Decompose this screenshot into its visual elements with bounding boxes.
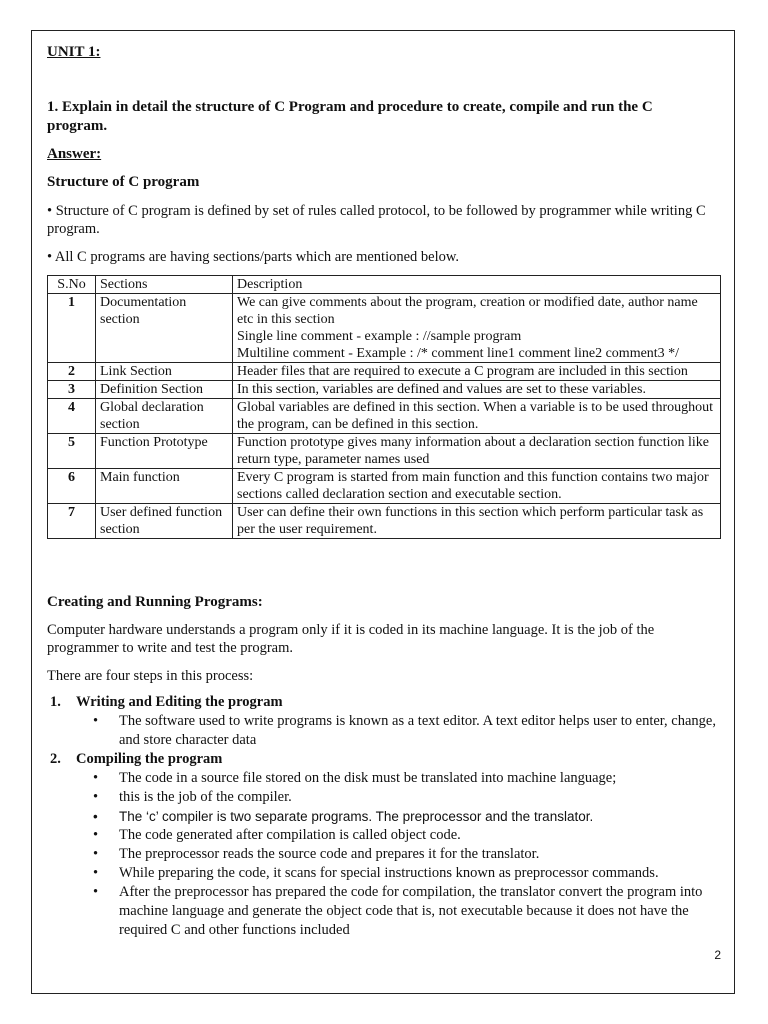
row-number: 6 — [48, 469, 96, 504]
row-description — [233, 294, 721, 363]
description-line: Every C program is started from main function and this function contains two major sections called declaration section and executable section. — [237, 470, 709, 502]
row-number: 4 — [48, 399, 96, 434]
description-line: We can give comments about the program, creation or modified date, author name etc in this section — [237, 295, 698, 327]
steps-intro: There are four steps in this process: — [47, 668, 254, 684]
bullet-item: • The code generated after compilation is called object code. — [119, 826, 727, 845]
row-description — [233, 363, 721, 381]
table-row — [48, 434, 721, 469]
table-row — [48, 504, 721, 539]
row-description — [233, 434, 721, 469]
answer-label: Answer: — [47, 146, 102, 162]
bullet-item: • this is the job of the compiler. — [119, 788, 727, 807]
bullet-item: • After the preprocessor has prepared the code for compilation, the translator convert the program into machine language and generate the object code that is, not executable because it does not have the required C and other functions included — [119, 883, 727, 940]
creating-paragraph: Computer hardware understands a program only if it is coded in its machine language. It is the job of the programmer to write and test the program. — [47, 622, 655, 656]
table-row — [48, 363, 721, 381]
step-bullets — [47, 769, 727, 940]
step-number: 1. — [50, 694, 61, 710]
description-line: Header files that are required to execute a C program are included in this section — [237, 364, 688, 379]
bullet-item: • The code in a source file stored on the disk must be translated into machine language; — [119, 769, 727, 788]
row-section: Main function — [96, 469, 233, 504]
bullet-item: • The ‘c’ compiler is two separate programs. The preprocessor and the translator. — [119, 807, 727, 826]
row-number: 1 — [48, 294, 96, 363]
row-number: 5 — [48, 434, 96, 469]
step-number: 2. — [50, 751, 61, 767]
structure-point-2: • All C programs are having sections/parts which are mentioned below. — [47, 249, 460, 265]
row-section: User defined function section — [96, 504, 233, 539]
structure-point-1: • Structure of C program is defined by set of rules called protocol, to be followed by programmer while writing C program. — [47, 203, 706, 237]
table-row — [48, 469, 721, 504]
step-item — [47, 693, 727, 750]
description-line: Function prototype gives many information about a declaration section function like return type, parameter names used — [237, 435, 709, 467]
step-title-text: Compiling the program — [76, 751, 223, 767]
row-section: Definition Section — [96, 381, 233, 399]
row-number: 2 — [48, 363, 96, 381]
row-section: Global declaration section — [96, 399, 233, 434]
step-title — [47, 693, 727, 712]
table-row — [48, 381, 721, 399]
question-text: 1. Explain in detail the structure of C Program and procedure to create, compile and run the C program. — [47, 99, 653, 134]
bullet-item: • The software used to write programs is known as a text editor. A text editor helps user to enter, change, and store character data — [119, 712, 727, 750]
page-number: 2 — [714, 948, 721, 962]
step-title — [47, 750, 727, 769]
creating-heading: Creating and Running Programs: — [47, 594, 263, 610]
row-description — [233, 399, 721, 434]
step-title-text: Writing and Editing the program — [76, 694, 283, 710]
table-row — [48, 399, 721, 434]
unit-heading: UNIT 1: — [47, 44, 101, 60]
bullet-item: • The preprocessor reads the source code and prepares it for the translator. — [119, 845, 727, 864]
row-number: 3 — [48, 381, 96, 399]
row-section: Documentation section — [96, 294, 233, 363]
description-line: In this section, variables are defined and values are set to these variables. — [237, 382, 646, 397]
description-line: Global variables are defined in this section. When a variable is to be used throughout the program, can be defined in this section. — [237, 400, 713, 432]
step-item — [47, 750, 727, 940]
step-bullets — [47, 712, 727, 750]
row-description — [233, 381, 721, 399]
col-header-description: Description — [233, 276, 721, 294]
col-header-sno: S.No — [48, 276, 96, 294]
steps-list — [47, 693, 727, 940]
description-line: User can define their own functions in this section which perform particular task as per the user requirement. — [237, 505, 704, 537]
table-row — [48, 294, 721, 363]
row-number: 7 — [48, 504, 96, 539]
bullet-item: • While preparing the code, it scans for special instructions known as preprocessor commands. — [119, 864, 727, 883]
row-section: Function Prototype — [96, 434, 233, 469]
description-line: Multiline comment - Example : /* comment line1 comment line2 comment3 */ — [237, 346, 680, 361]
description-line: Single line comment - example : //sample program — [237, 329, 522, 344]
row-description — [233, 504, 721, 539]
row-description — [233, 469, 721, 504]
col-header-sections: Sections — [96, 276, 233, 294]
sections-table — [47, 275, 721, 539]
row-section: Link Section — [96, 363, 233, 381]
table-header-row — [48, 276, 721, 294]
structure-heading: Structure of C program — [47, 174, 200, 190]
